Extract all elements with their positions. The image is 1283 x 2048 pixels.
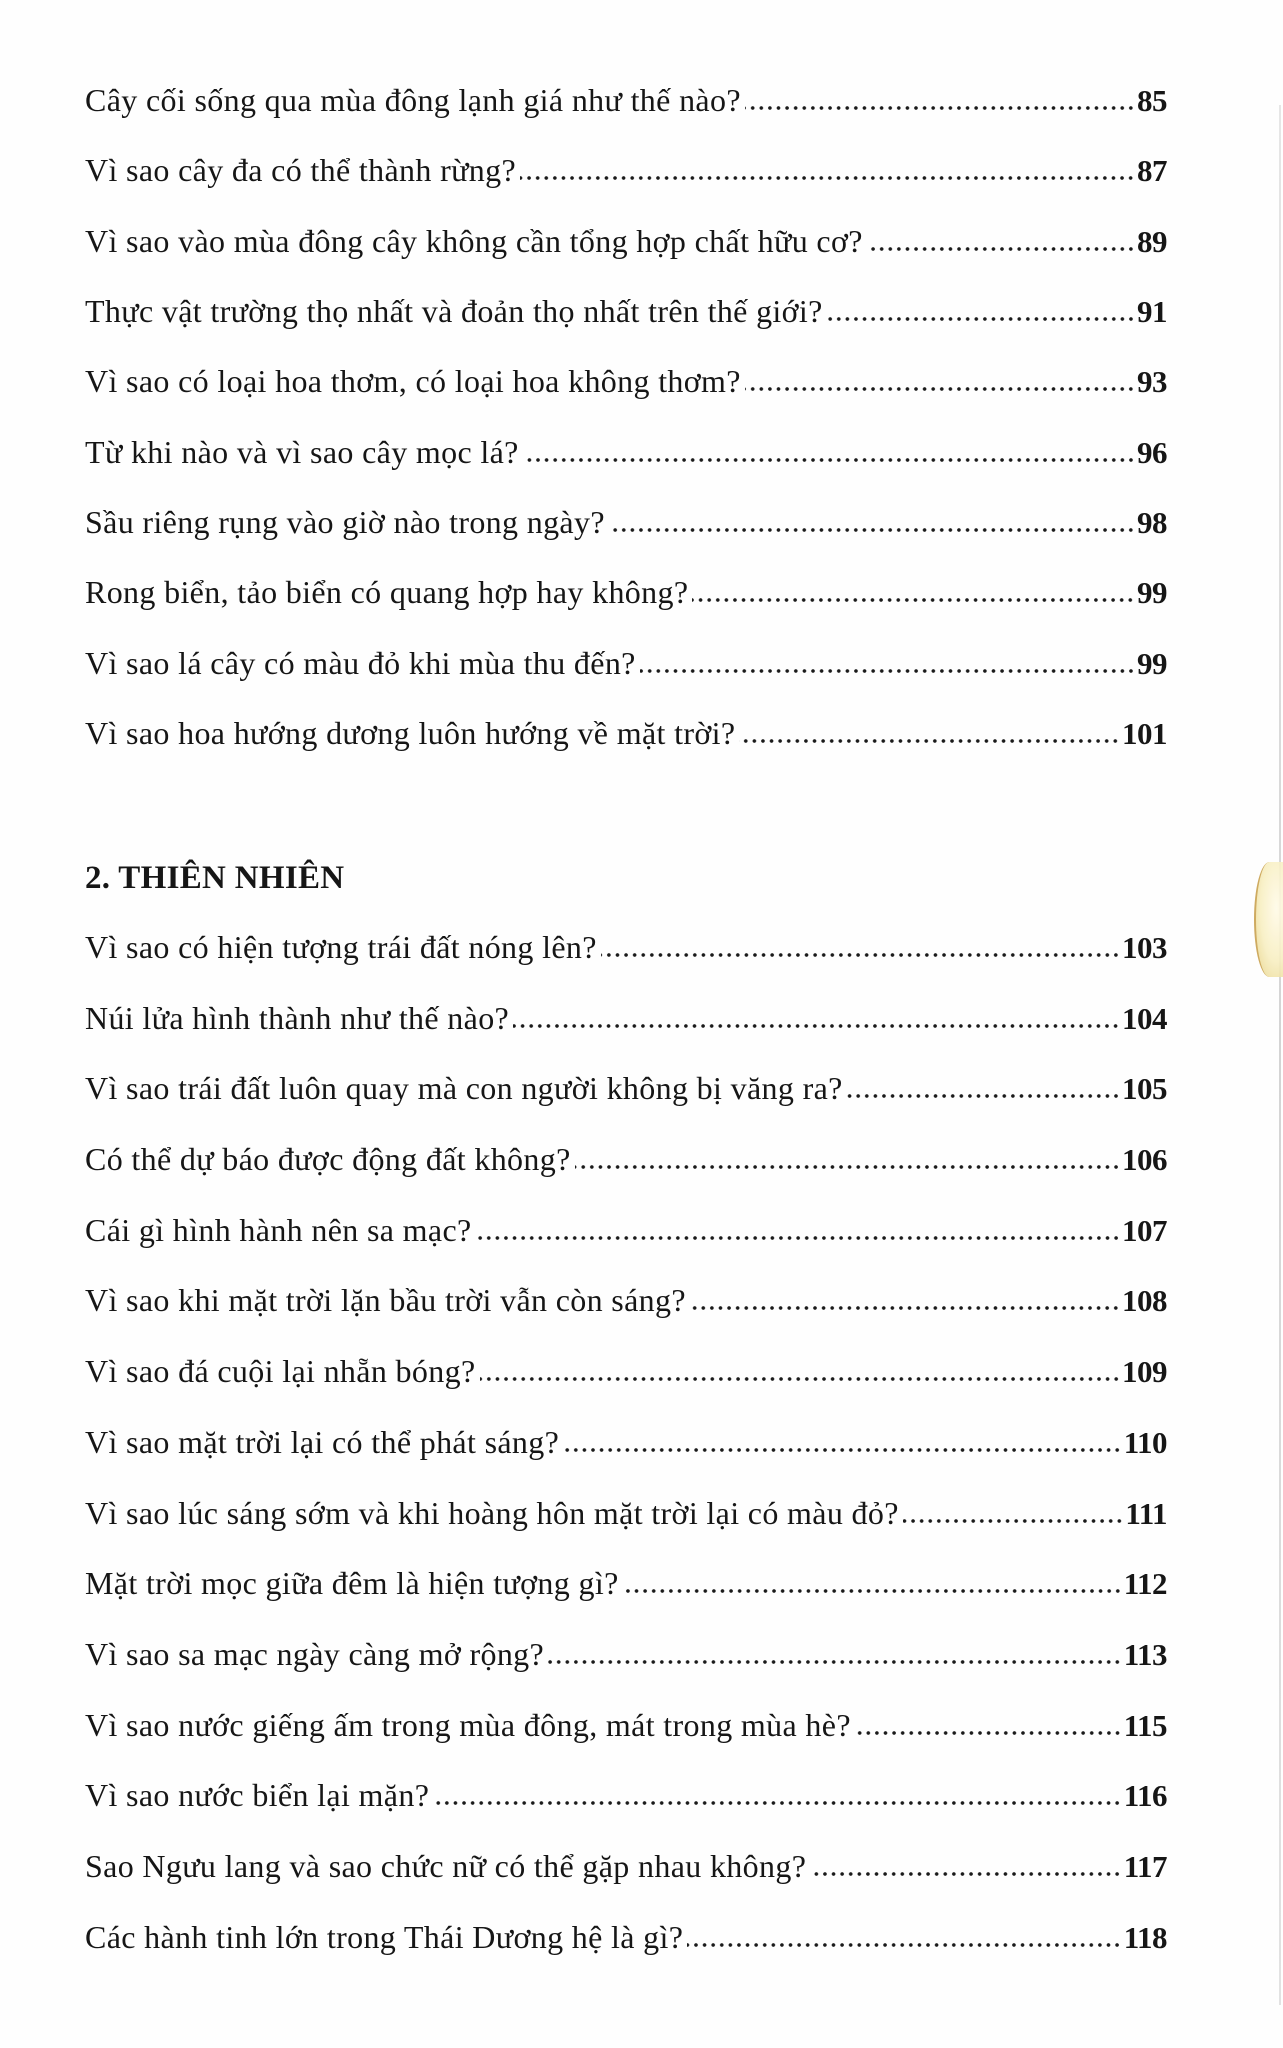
dot-leader xyxy=(575,1164,1120,1170)
toc-entry xyxy=(85,996,1167,1040)
dot-leader xyxy=(855,1730,1122,1736)
section-heading: 2. THIÊN NHIÊN xyxy=(85,860,345,896)
dot-leader xyxy=(548,1659,1122,1665)
toc-entry-title: Vì sao vào mùa đông cây không cần tổng hợp chất hữu cơ? xyxy=(85,223,863,259)
toc-entry-page: 116 xyxy=(1123,1778,1167,1813)
toc-entry-title: Vì sao sa mạc ngày càng mở rộng? xyxy=(85,1636,545,1672)
toc-entry-page: 110 xyxy=(1123,1425,1167,1460)
toc-entry xyxy=(85,148,1167,192)
toc-entry-page: 91 xyxy=(1137,294,1167,329)
dot-leader xyxy=(601,952,1120,958)
toc-entry-page: 111 xyxy=(1125,1496,1167,1531)
toc-entry-title: Vì sao hoa hướng dương luôn hướng về mặt trời? xyxy=(85,715,736,751)
dot-leader xyxy=(433,1800,1121,1806)
dot-leader xyxy=(867,246,1135,252)
toc-entry xyxy=(85,1915,1167,1959)
toc-entry-page: 117 xyxy=(1123,1849,1167,1884)
toc-entry-title: Cây cối sống qua mùa đông lạnh giá như thế nào? xyxy=(85,82,741,118)
toc-entry xyxy=(85,1561,1167,1605)
toc-entry-page: 118 xyxy=(1123,1920,1167,1955)
dot-leader xyxy=(480,1376,1121,1382)
toc-entry-page: 96 xyxy=(1137,435,1167,470)
dot-leader xyxy=(827,316,1135,322)
toc-entry-title: Vì sao có loại hoa thơm, có loại hoa không thơm? xyxy=(85,363,741,399)
dot-leader xyxy=(520,175,1135,181)
toc-entry-title: Sầu riêng rụng vào giờ nào trong ngày? xyxy=(85,504,605,540)
toc-entry xyxy=(85,1137,1167,1181)
toc-entry-page: 89 xyxy=(1137,224,1167,259)
toc-entry-page: 87 xyxy=(1137,153,1167,188)
dot-leader xyxy=(745,386,1135,392)
toc-entry xyxy=(85,1420,1167,1464)
toc-entry xyxy=(85,711,1167,755)
toc-entry-title: Có thể dự báo được động đất không? xyxy=(85,1141,571,1177)
toc-entry-page: 93 xyxy=(1137,364,1167,399)
toc-entry xyxy=(85,1349,1167,1393)
dot-leader xyxy=(523,457,1135,463)
page-edge-line xyxy=(1279,105,1281,2005)
toc-entry-page: 105 xyxy=(1122,1071,1167,1106)
toc-entry-page: 106 xyxy=(1122,1142,1167,1177)
toc-entry-title: Núi lửa hình thành như thế nào? xyxy=(85,1000,510,1036)
toc-entry-title: Sao Ngưu lang và sao chức nữ có thể gặp nhau không? xyxy=(85,1848,807,1884)
toc-entry-page: 101 xyxy=(1122,716,1167,751)
toc-entry xyxy=(85,1844,1167,1888)
toc-entry xyxy=(85,925,1167,969)
toc-entry-page: 107 xyxy=(1122,1213,1167,1248)
toc-entry xyxy=(85,78,1167,122)
toc-entry xyxy=(85,1773,1167,1817)
dot-leader xyxy=(810,1871,1121,1877)
toc-entry xyxy=(85,1703,1167,1747)
toc-entry-title: Vì sao cây đa có thể thành rừng? xyxy=(85,152,517,188)
toc-entry-page: 112 xyxy=(1123,1566,1167,1601)
toc-entry-page: 104 xyxy=(1122,1001,1167,1036)
toc-entry xyxy=(85,430,1167,474)
dot-leader xyxy=(903,1518,1124,1524)
dot-leader xyxy=(690,1305,1120,1311)
toc-entry-page: 85 xyxy=(1137,83,1167,118)
dot-leader xyxy=(692,597,1135,603)
toc-entry-title: Vì sao lúc sáng sớm và khi hoàng hôn mặt trời lại có màu đỏ? xyxy=(85,1495,899,1531)
paper-stain-mark xyxy=(1254,862,1283,977)
toc-entry-title: Mặt trời mọc giữa đêm là hiện tượng gì? xyxy=(85,1565,619,1601)
dot-leader xyxy=(563,1447,1122,1453)
dot-leader xyxy=(739,738,1120,744)
toc-entry xyxy=(85,289,1167,333)
dot-leader xyxy=(640,668,1135,674)
dot-leader xyxy=(609,527,1135,533)
toc-entry-page: 108 xyxy=(1122,1283,1167,1318)
dot-leader xyxy=(847,1093,1120,1099)
toc-entry xyxy=(85,570,1167,614)
toc-entry xyxy=(85,1632,1167,1676)
toc-entry xyxy=(85,219,1167,263)
toc-entry-title: Vì sao khi mặt trời lặn bầu trời vẫn còn sáng? xyxy=(85,1282,686,1318)
toc-entry-title: Vì sao đá cuội lại nhẵn bóng? xyxy=(85,1353,476,1389)
toc-entry xyxy=(85,1278,1167,1322)
dot-leader xyxy=(687,1942,1121,1948)
toc-entry xyxy=(85,1208,1167,1252)
toc-entry-title: Vì sao có hiện tượng trái đất nóng lên? xyxy=(85,929,597,965)
toc-entry xyxy=(85,1066,1167,1110)
toc-entry-title: Vì sao mặt trời lại có thể phát sáng? xyxy=(85,1424,560,1460)
toc-entry-title: Các hành tinh lớn trong Thái Dương hệ là gì? xyxy=(85,1919,684,1955)
toc-entry xyxy=(85,500,1167,544)
toc-entry-title: Vì sao trái đất luôn quay mà con người không bị văng ra? xyxy=(85,1070,843,1106)
toc-entry-page: 99 xyxy=(1137,646,1167,681)
toc-entry-title: Vì sao lá cây có màu đỏ khi mùa thu đến? xyxy=(85,645,636,681)
dot-leader xyxy=(476,1235,1120,1241)
dot-leader xyxy=(623,1588,1122,1594)
toc-entry xyxy=(85,1491,1167,1535)
toc-entry-title: Thực vật trường thọ nhất và đoản thọ nhất trên thế giới? xyxy=(85,293,823,329)
dot-leader xyxy=(513,1023,1120,1029)
toc-entry-title: Cái gì hình hành nên sa mạc? xyxy=(85,1212,472,1248)
toc-entry-page: 109 xyxy=(1122,1354,1167,1389)
toc-entry-page: 113 xyxy=(1123,1637,1167,1672)
toc-entry-page: 99 xyxy=(1137,575,1167,610)
toc-entry-title: Từ khi nào và vì sao cây mọc lá? xyxy=(85,434,519,470)
toc-entry-title: Rong biển, tảo biển có quang hợp hay không? xyxy=(85,574,689,610)
toc-entry-page: 103 xyxy=(1122,930,1167,965)
toc-entry-page: 98 xyxy=(1137,505,1167,540)
dot-leader xyxy=(745,105,1135,111)
toc-entry-title: Vì sao nước biển lại mặn? xyxy=(85,1777,430,1813)
toc-entry-page: 115 xyxy=(1123,1708,1167,1743)
toc-entry xyxy=(85,359,1167,403)
toc-entry xyxy=(85,641,1167,685)
toc-entry-title: Vì sao nước giếng ấm trong mùa đông, mát trong mùa hè? xyxy=(85,1707,851,1743)
